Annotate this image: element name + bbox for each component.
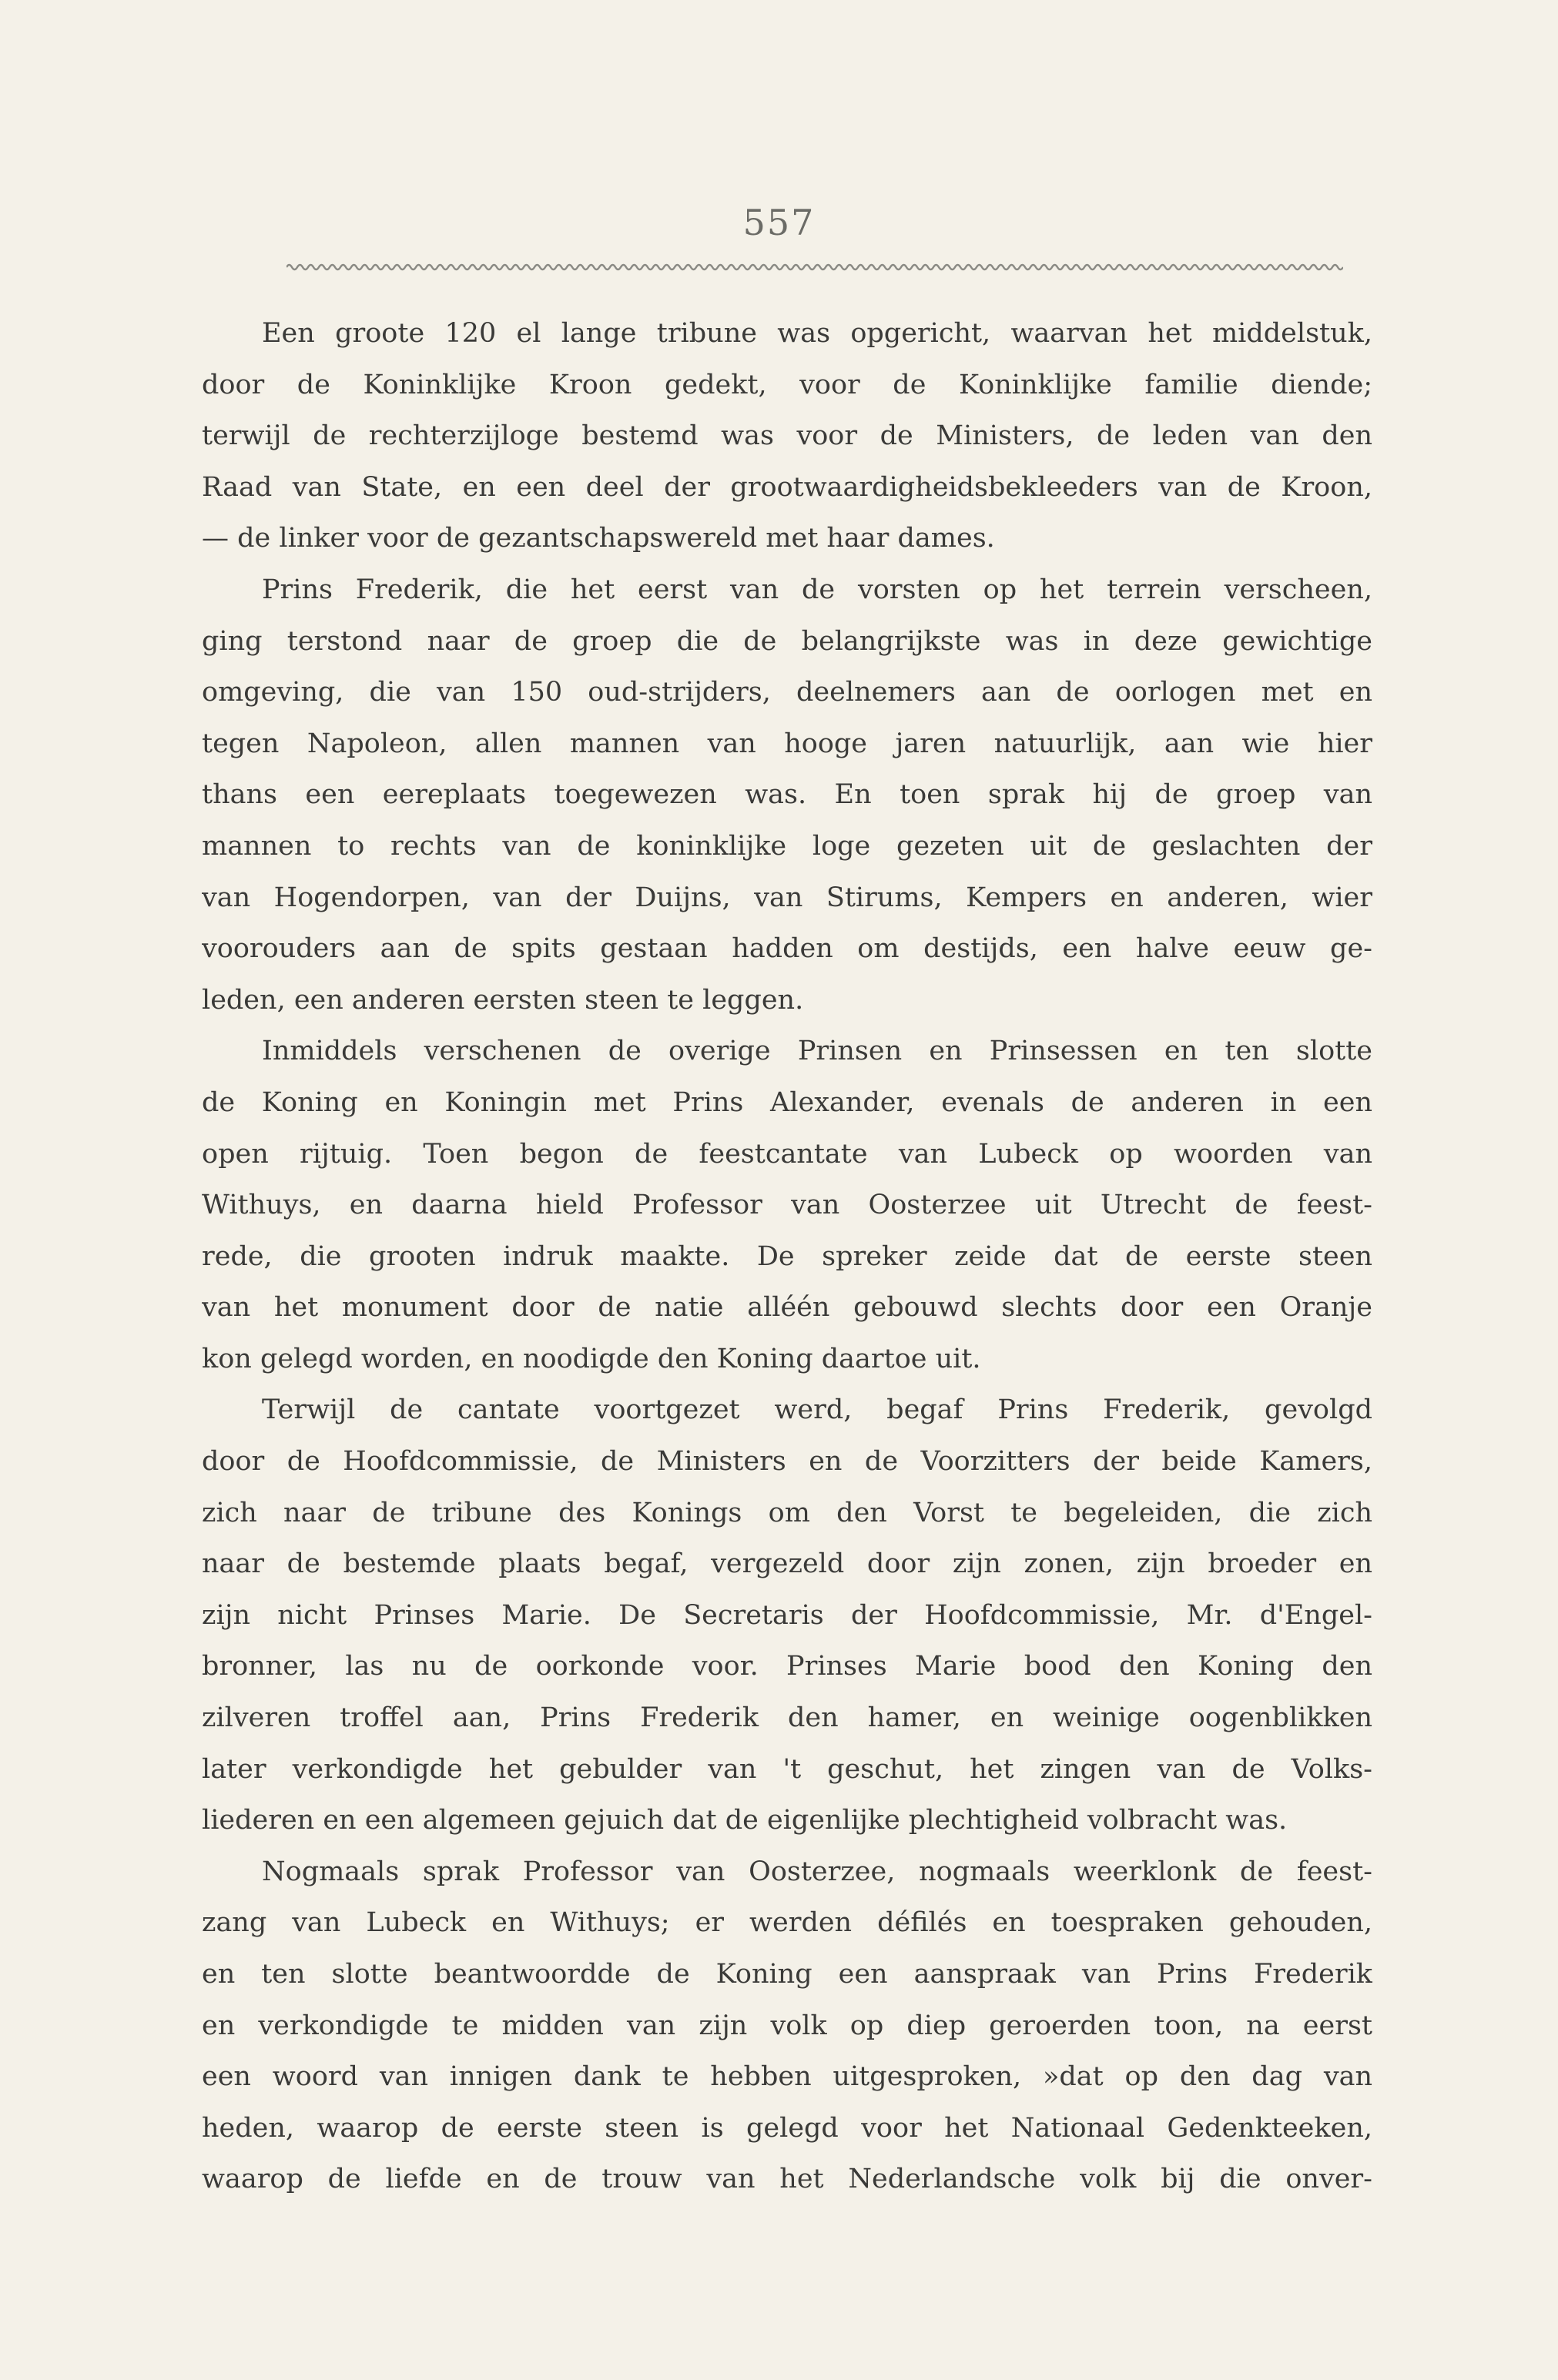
text-line: heden, waarop de eerste steen is gelegd voor het Nationaal Gedenkteeken,	[202, 2112, 1372, 2144]
text-line: — de linker voor de gezantschapswereld met haar dames.	[202, 523, 995, 554]
text-line: van het monument door de natie alléén gebouwd slechts door een Oranje	[202, 1292, 1372, 1324]
text-line: terwijl de rechterzijloge bestemd was voor de Ministers, de leden van den	[202, 420, 1372, 452]
text-line: Terwijl de cantate voortgezet werd, begaf Prins Frederik, gevolgd	[262, 1394, 1372, 1426]
text-line: omgeving, die van 150 oud-strijders, deelnemers aan de oorlogen met en	[202, 677, 1372, 708]
text-line: zilveren troffel aan, Prins Frederik den hamer, en weinige oogenblikken	[202, 1702, 1372, 1734]
text-line: van Hogendorpen, van der Duijns, van Stirums, Kempers en anderen, wier	[202, 882, 1372, 913]
text-line: ging terstond naar de groep die de belangrijkste was in deze gewichtige	[202, 625, 1372, 657]
text-line: een woord van innigen dank te hebben uitgesproken, »dat op den dag van	[202, 2061, 1372, 2093]
text-line: Prins Frederik, die het eerst van de vorsten op het terrein verscheen,	[262, 574, 1372, 605]
text-line: Raad van State, en een deel der grootwaardigheidsbekleeders van de Kroon,	[202, 471, 1372, 503]
text-line: mannen to rechts van de koninklijke loge gezeten uit de geslachten der	[202, 830, 1372, 862]
decorative-wavy-rule	[286, 260, 1343, 274]
text-line: de Koning en Koningin met Prins Alexander, evenals de anderen in een	[202, 1086, 1372, 1118]
text-line: zijn nicht Prinses Marie. De Secretaris der Hoofdcommissie, Mr. d'Engel-	[202, 1599, 1372, 1631]
text-line: Withuys, en daarna hield Professor van Oosterzee uit Utrecht de feest-	[202, 1190, 1372, 1221]
text-line: zang van Lubeck en Withuys; er werden défilés en toespraken gehouden,	[202, 1907, 1372, 1939]
page-number: 557	[742, 202, 816, 243]
text-line: Nogmaals sprak Professor van Oosterzee, nogmaals weerklonk de feest-	[262, 1856, 1372, 1887]
text-line: en verkondigde te midden van zijn volk op diep geroerden toon, na eerst	[202, 2010, 1372, 2041]
text-line: naar de bestemde plaats begaf, vergezeld door zijn zonen, zijn broeder en	[202, 1548, 1372, 1580]
text-line: bronner, las nu de oorkonde voor. Prinses Marie bood den Koning den	[202, 1651, 1372, 1682]
text-line: liederen en een algemeen gejuich dat de eigenlijke plechtigheid volbracht was.	[202, 1805, 1288, 1836]
text-line: door de Hoofdcommissie, de Ministers en de Voorzitters der beide Kamers,	[202, 1446, 1372, 1478]
text-line: Inmiddels verschenen de overige Prinsen en Prinsessen en ten slotte	[262, 1036, 1372, 1067]
text-line: leden, een anderen eersten steen te leggen.	[202, 984, 804, 1016]
text-line: open rijtuig. Toen begon de feestcantate van Lubeck op woorden van	[202, 1138, 1372, 1170]
text-line: zich naar de tribune des Konings om den Vorst te begeleiden, die zich	[202, 1497, 1372, 1528]
text-line: voorouders aan de spits gestaan hadden om destijds, een halve eeuw ge-	[202, 933, 1372, 965]
text-line: kon gelegd worden, en noodigde den Koning daartoe uit.	[202, 1343, 981, 1374]
text-line: thans een eereplaats toegewezen was. En toen sprak hij de groep van	[202, 779, 1372, 811]
text-line: Een groote 120 el lange tribune was opgericht, waarvan het middelstuk,	[262, 318, 1372, 349]
text-line: waarop de liefde en de trouw van het Nederlandsche volk bij die onver-	[202, 2164, 1372, 2195]
text-line: later verkondigde het gebulder van 't geschut, het zingen van de Volks-	[202, 1753, 1372, 1785]
text-line: rede, die grooten indruk maakte. De spreker zeide dat de eerste steen	[202, 1240, 1372, 1272]
text-line: tegen Napoleon, allen mannen van hooge jaren natuurlijk, aan wie hier	[202, 728, 1372, 759]
body-text	[202, 308, 1372, 2205]
text-line: door de Koninklijke Kroon gedekt, voor de Koninklijke familie diende;	[202, 369, 1372, 400]
text-line: en ten slotte beantwoordde de Koning een aanspraak van Prins Frederik	[202, 1959, 1372, 1990]
